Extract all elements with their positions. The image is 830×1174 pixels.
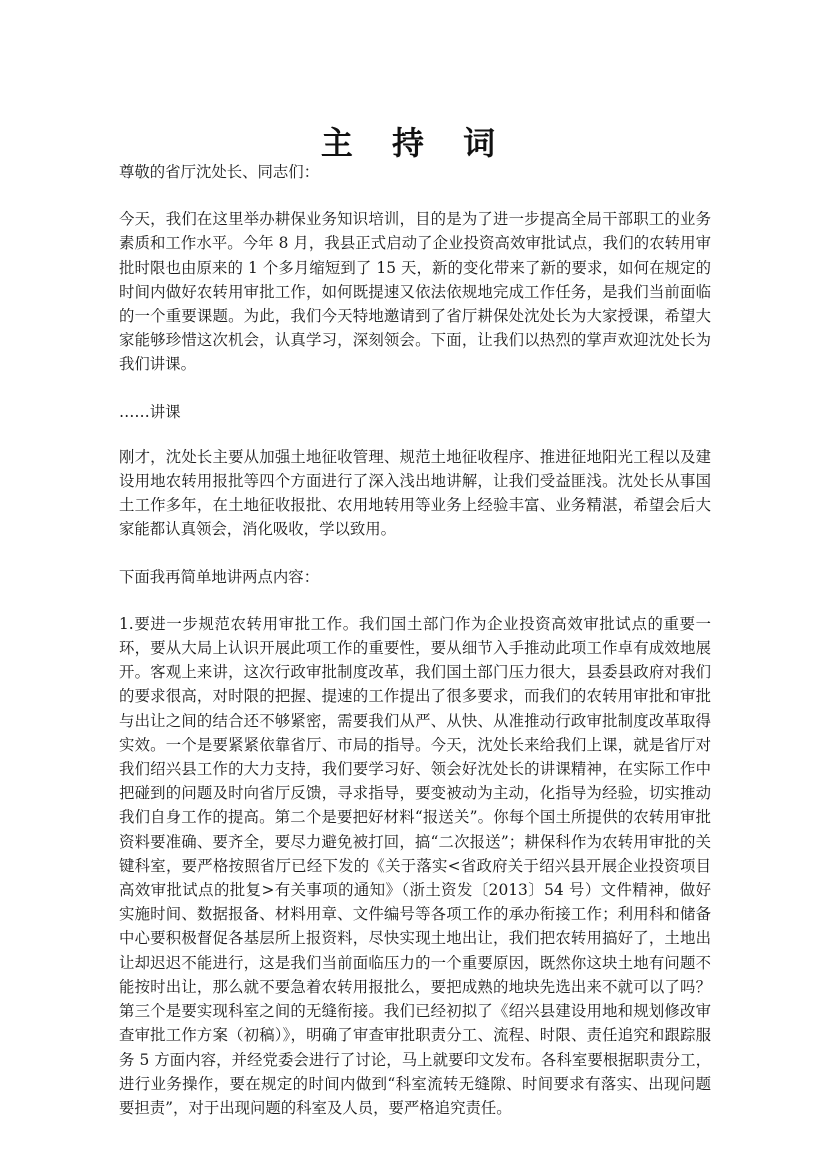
document-body bbox=[119, 160, 711, 1143]
paragraph-opening: 今天，我们在这里举办耕保业务知识培训，目的是为了进一步提高全局干部职工的业务素质和工作水平。今年 8 月，我县正式启动了企业投资高效审批试点，我们的农转用审批时限也由原来的 1 个多月缩短到了 15 天，新的变化带来了新的要求，如何在规定的时间内做好农转用审批工作，如何既提速又依法依规地完成工作任务，是我们当前面临的一个重要课题。为此，我们今天特地邀请到了省厅耕保处沈处长为大家授课，希望大家能够珍惜这次机会，认真学习，深刻领会。下面，让我们以热烈的掌声欢迎沈处长为我们讲课。 bbox=[119, 210, 711, 374]
page-title: 主 持 词 bbox=[320, 124, 510, 163]
salutation: 尊敬的省厅沈处长、同志们： bbox=[119, 163, 320, 181]
paragraph-point-1: 1.要进一步规范农转用审批工作。我们国土部门作为企业投资高效审批试点的重要一环，要从大局上认识开展此项工作的重要性，要从细节入手推动此项工作卓有成效地展开。客观上来讲，这次行政审批制度改革，我们国土部门压力很大，县委县政府对我们的要求很高，对时限的把握、提速的工作提出了很多要求，而我们的农转用审批和审批与出让之间的结合还不够紧密，需要我们从严、从快、从准推动行政审批制度改革取得实效。一个是要紧紧依靠省厅、市局的指导。今天，沈处长来给我们上课，就是省厅对我们绍兴县工作的大力支持，我们要学习好、领会好沈处长的讲课精神，在实际工作中把碰到的问题及时向省厅反馈，寻求指导，要变被动为主动，化指导为经验，切实推动我们自身工作的提高。第二个是要把好材料“报送关”。你每个国土所提供的农转用审批资料要准确、要齐全，要尽力避免被打回，搞“二次报送”；耕保科作为农转用审批的关键科室，要严格按照省厅已经下发的《关于落实<省政府关于绍兴县开展企业投资项目高效审批试点的批复>有关事项的通知》（浙土资发〔2013〕54 号）文件精神，做好实施时间、数据报备、材料用章、文件编号等各项工作的承办衔接工作；利用科和储备中心要积极督促各基层所上报资料，尽快实现土地出让，我们把农转用搞好了，土地出让却迟迟不能进行，这是我们当前面临压力的一个重要原因，既然你这块土地有问题不能按时出让，那么就不要急着农转用报批么，要把成熟的地块先选出来不就可以了吗？第三个是要实现科室之间的无缝衔接。我们已经初拟了《绍兴县建设用地和规划修改审查审批工作方案（初稿）》，明确了审查审批职责分工、流程、时限、责任追究和跟踪服务 5 方面内容，并经党委会进行了讨论，马上就要印文发布。各科室要根据职责分工，进行业务操作，要在规定的时间内做到“科室流转无缝隙、时间要求有落实、出现问题要担责”，对于出现问题的科室及人员，要严格追究责任。 bbox=[119, 614, 711, 1117]
paragraph-lecture-marker: ……讲课 bbox=[119, 402, 181, 421]
paragraph-intro-points: 下面我再简单地讲两点内容： bbox=[119, 567, 320, 586]
paragraph-summary: 刚才，沈处长主要从加强土地征收管理、规范土地征收程序、推进征地阳光工程以及建设用地农转用报批等四个方面进行了深入浅出地讲解，让我们受益匪浅。沈处长从事国土工作多年，在土地征收报批、农用地转用等业务上经验丰富、业务精湛，希望会后大家能都认真领会，消化吸收，学以致用。 bbox=[119, 447, 711, 539]
